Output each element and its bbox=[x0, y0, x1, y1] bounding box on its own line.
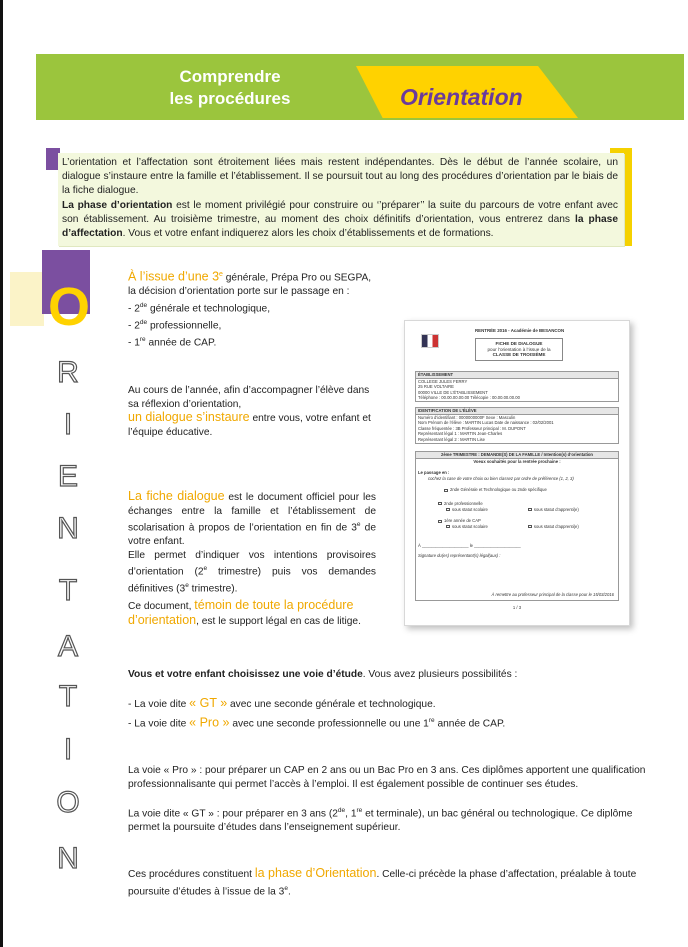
side-yellow-block bbox=[10, 272, 44, 326]
header-orientation-title: Orientation bbox=[400, 84, 523, 110]
bottom-voie-gt: - La voie dite « GT » avec une seconde générale et technologique. bbox=[128, 696, 436, 710]
header-title bbox=[150, 66, 310, 110]
bottom-paragraph-gt: La voie dite « GT » : pour préparer en 3 ans (2de, 1re et terminale), un bac général ou technologique. Ce diplôme permet la poursuite d’études dans l’enseignement supérieur. bbox=[128, 807, 633, 834]
side-letter-10: N bbox=[57, 842, 79, 875]
intro-paragraph-1: L’orientation et l’affectation sont étroitement liées mais restent indépendantes. Dès le début de l’année scolaire, un dialogue s’instaure entre la famille et l’établissement. Il se poursuit tout au long des procédures d’orientation par le biais de la fiche dialogue. bbox=[62, 157, 618, 197]
fiche-dialogue-image bbox=[404, 320, 630, 626]
bottom-paragraph-pro: La voie « Pro » : pour préparer un CAP en 2 ans ou un Bac Pro en 3 ans. Ces diplômes apportent une qualification professionnalisante qui permet l’accès à l’emploi. Il est également possible de continuer ses études. bbox=[128, 765, 646, 790]
section-fiche-dialogue: La fiche dialogue est le document officiel pour les échanges entre la famille et l’établissement de scolarisation à propos de l’orientation en fin de 3e de votre enfant. Elle permet d’indiquer vos intentions provisoires d’orientation (2e trimestre) puis vos demandes définitives (3e trimestre). Ce document, témoin de toute la procédure d’orientation, est le support légal en cas de litige. bbox=[128, 489, 376, 627]
side-letter-0: O bbox=[47, 277, 90, 337]
side-letter-5: T bbox=[58, 574, 78, 607]
side-letter-6: A bbox=[57, 630, 78, 663]
doc-etablissement: ÉTABLISSEMENT COLLEGE JULES FERRY 25 RUE VOLTAIRE 00000 VILLE DE L’ÉTABLISSEMENT Téléphone : 00.00.00.00.00 Télécopie : 00.00.00.00.00 bbox=[415, 371, 619, 402]
bottom-voie-pro: - La voie dite « Pro » avec une seconde professionnelle ou une 1re année de CAP. bbox=[128, 715, 506, 730]
side-letter-7: T bbox=[58, 680, 78, 713]
bottom-paragraph-procedures: Ces procédures constituent la phase d’Orientation. Celle-ci précède la phase d’affectation, préalable à toute poursuite d’études à l’issue de la 3e. bbox=[128, 866, 637, 898]
doc-eleve: IDENTIFICATION DE L’ÉLÈVE Numéro d’identifiant : 0000000000F Sexe : Masculin Nom Prénom de l’élève : MARTIN Lucas Date de naissance : 02/02/2001 Classe fréquentée : 3B Professeur principal : M. DUPONT Représentant légal 1 : MARTIN Jean-Charles Représentant légal 2 : MARTIN Lise bbox=[415, 407, 619, 444]
side-letter-1: R bbox=[57, 356, 79, 389]
doc-header: RENTRÉE 2016 - Académie de BESANCON bbox=[475, 328, 565, 333]
side-letter-9: O bbox=[56, 786, 80, 819]
intro-paragraph-2: La phase d’orientation est le moment privilégié pour construire ou ‘’préparer’’ la suite du parcours de votre enfant avec son établissement. Au troisième trimestre, au moment des choix définitifs d’orientation, vous entrerez dans la phase d’affectation. Vous et votre enfant indiquerez alors les choix d’établissements et de formations. bbox=[62, 199, 619, 240]
header-title-line1: Comprendre bbox=[179, 67, 281, 86]
intro-box bbox=[58, 153, 624, 246]
side-letter-2: I bbox=[63, 408, 73, 441]
header-title-line2: les procédures bbox=[169, 89, 291, 108]
section-dialogue: Au cours de l’année, afin d’accompagner l’élève dans sa réflexion d’orientation, un dialogue s’instaure entre vous, votre enfant et l’équipe éducative. bbox=[128, 385, 371, 438]
header-banner bbox=[36, 54, 684, 120]
doc-fiche-title: FICHE DE DIALOGUE pour l’orientation à l’issue de la CLASSE DE TROISIÈME bbox=[475, 338, 563, 361]
side-letter-4: N bbox=[57, 512, 79, 545]
section-issue-3e: À l’issue d’une 3e générale, Prépa Pro ou SEGPA, la décision d’orientation porte sur le passage en : - 2de générale et technologique, - 2de professionnelle, - 1re année de CAP. bbox=[128, 269, 372, 348]
bottom-voie-etude: Vous et votre enfant choisissez une voie d’étude. Vous avez plusieurs possibilités : bbox=[128, 669, 518, 680]
side-letter-8: I bbox=[63, 733, 73, 766]
doc-trimestre: 2ème TRIMESTRE : DEMANDE(S) DE LA FAMILLE / Intention(s) d’orientation Voeux souhaités pour la rentrée prochaine : Le passage en : cochez la case de votre choix ou bien classez par ordre de préférence (1, 2, 3) 2nde Générale et Technologique ou 2nde spécifique 2nde professionnelle sous statut scolaire sous statut d’apprenti(e) 1ère année de CAP sous statut scolaire sous statut d’apprenti(e) À ____________________ le ____________________ Signature du(es) représentant(s) légal(aux) : À remettre au professeur principal de la classe pour le 15/03/2016 bbox=[415, 451, 619, 601]
side-letter-3: E bbox=[57, 460, 78, 493]
republique-logo bbox=[421, 334, 439, 348]
doc-page-number: 1 / 3 bbox=[512, 605, 522, 610]
page-border bbox=[0, 0, 3, 947]
